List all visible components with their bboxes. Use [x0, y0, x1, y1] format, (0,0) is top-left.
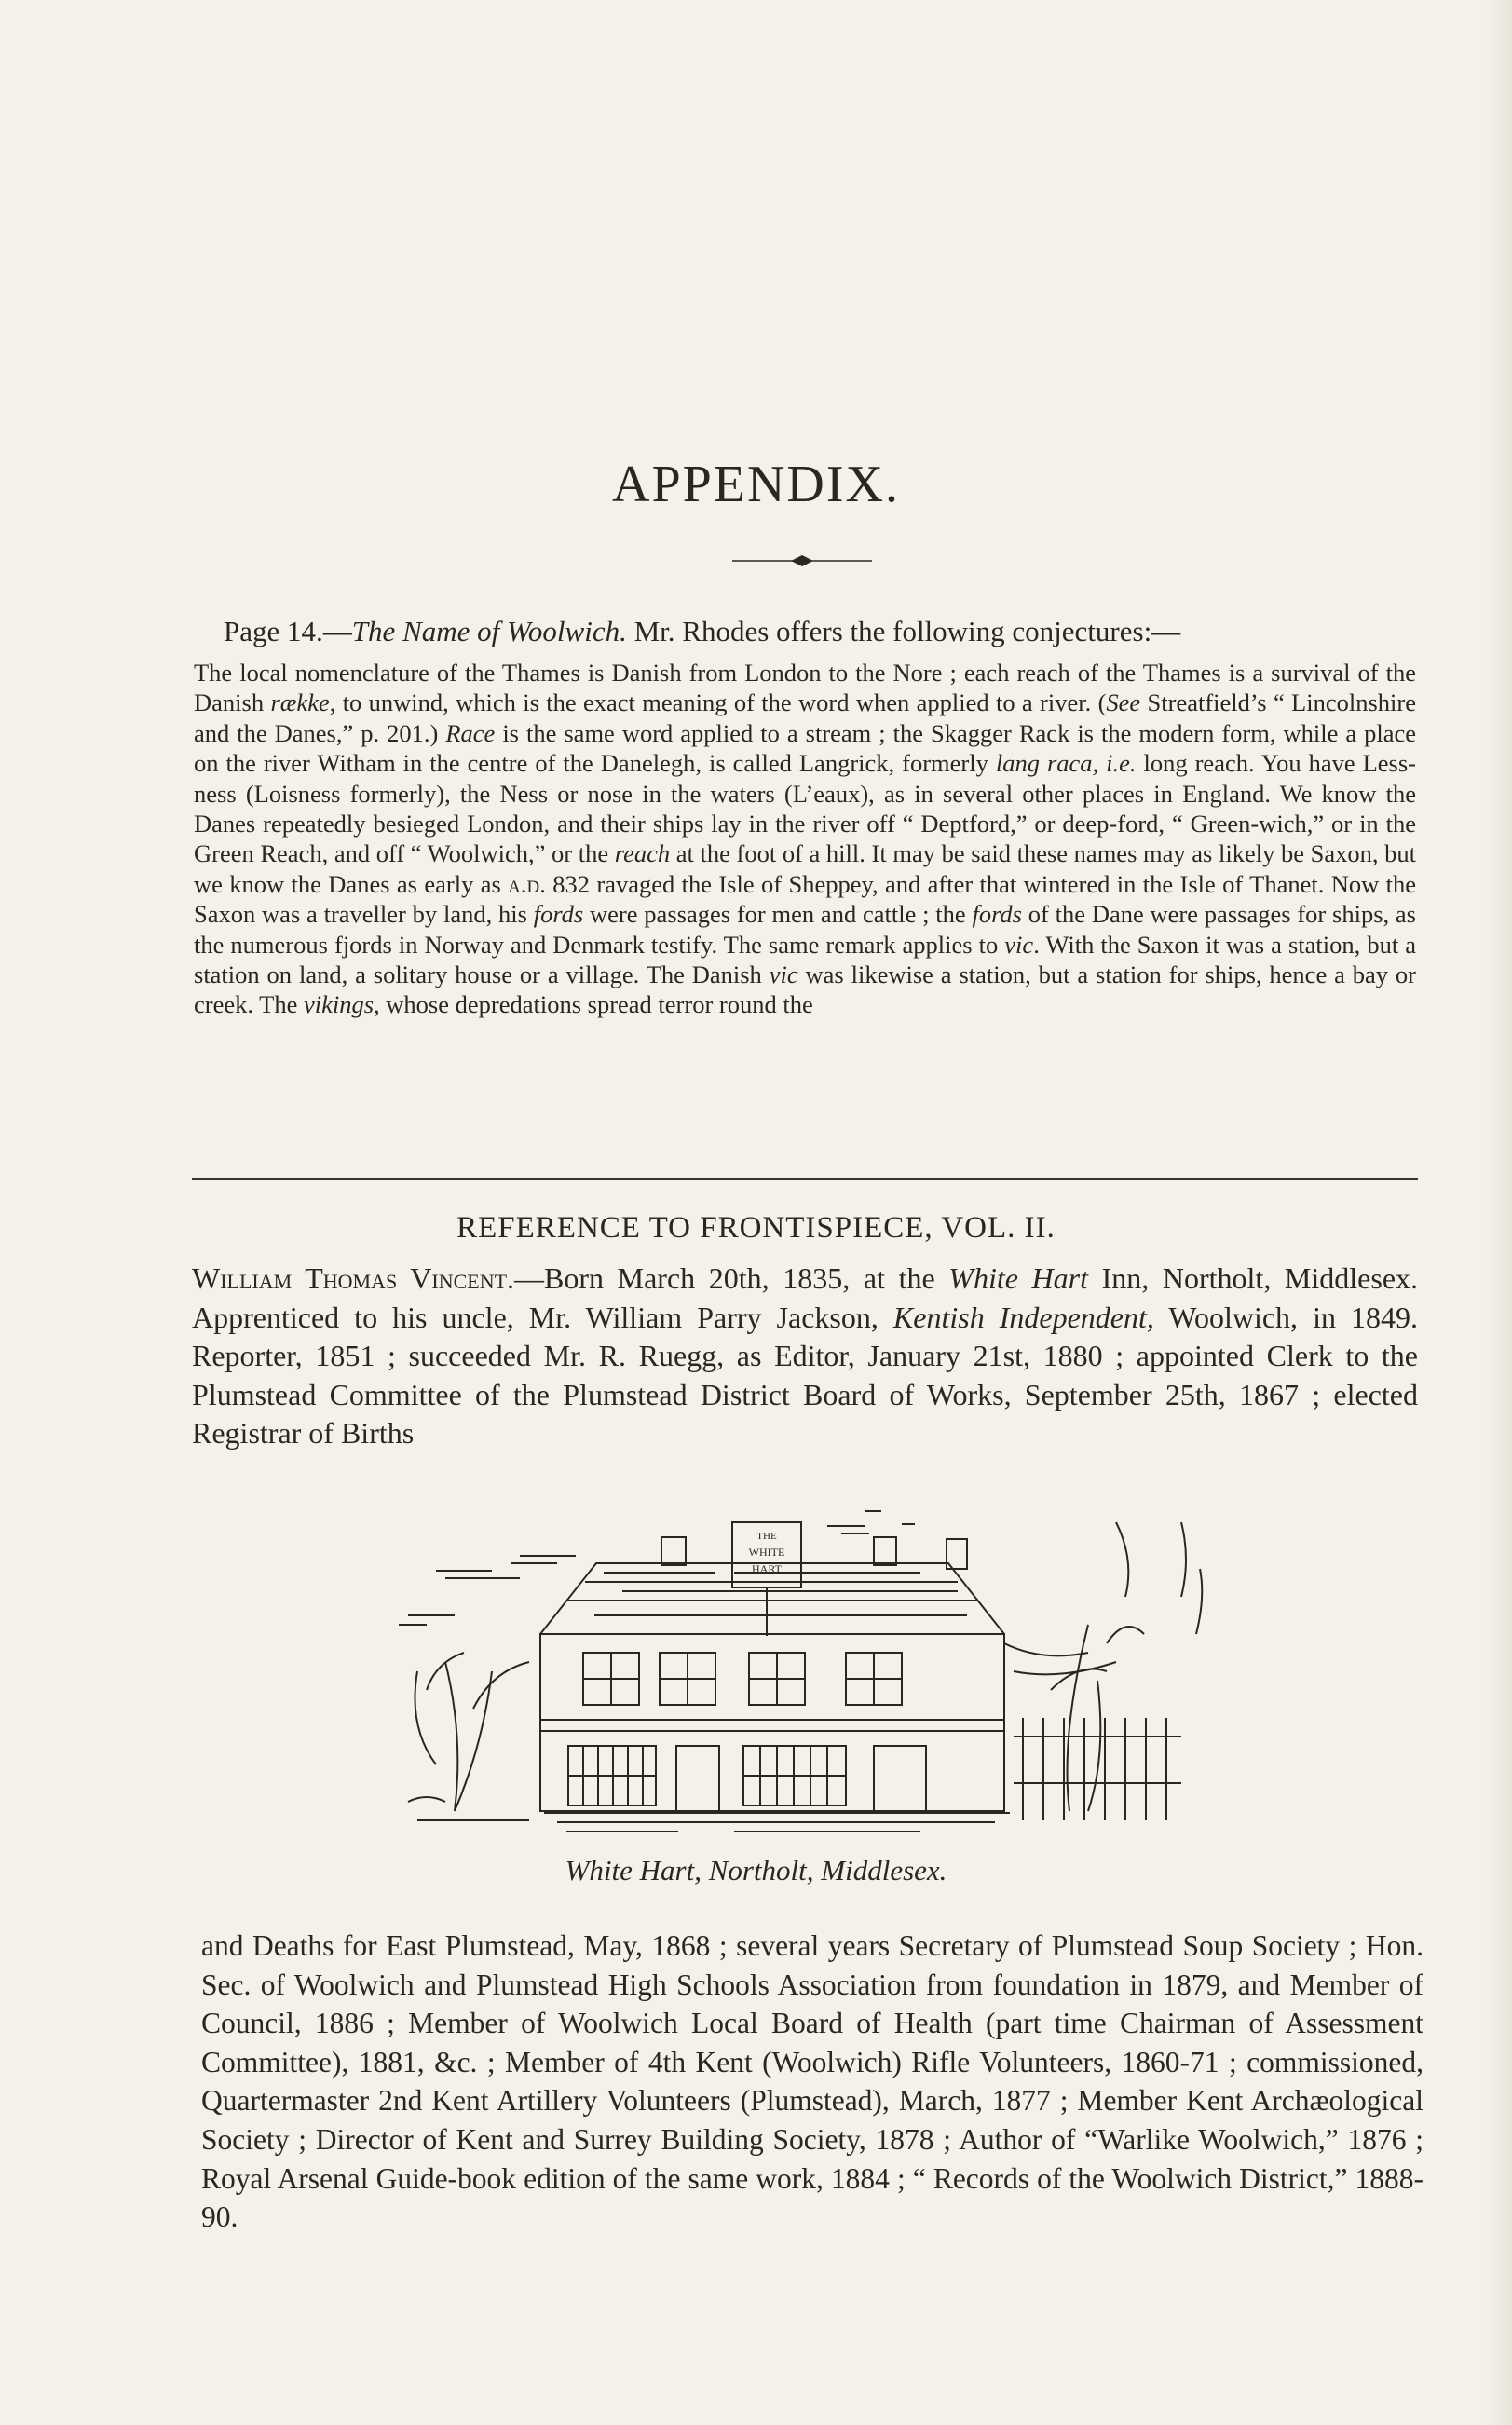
sign-text-line2: WHITE	[748, 1546, 785, 1559]
page-reference: Page 14.—	[224, 615, 352, 647]
appendix-paragraph	[194, 658, 1416, 1020]
sign-text-line1: THE	[756, 1531, 777, 1542]
text-run: 832 ravaged the Isle of Sheppey, and after that wintered in the Isle of Thanet. Now the Saxon was a traveller by land, his	[194, 869, 1416, 929]
sign-text-line3: HART	[752, 1562, 782, 1575]
white-hart-inn-illustration	[380, 1485, 1226, 1839]
text-run: Inn, Northolt, Middlesex. Apprenticed to his uncle, Mr. William Parry Jackson,	[192, 1261, 1419, 1334]
text-run: long reach. You have Less-ness (Loisness formerly), the Ness or nose in the waters (L’eaux), as in several other places in England. We know the Danes repeatedly besieged London, and their ships lay in the river off “ Deptford,” or deep-ford, “ Green-wich,” or in the Green Reach, and off “ Woolwich,” or the	[194, 749, 1416, 868]
intro-text: Mr. Rhodes offers the following conjectures:—	[626, 615, 1181, 647]
text-run: Woolwich, in 1849. Reporter, 1851 ; succeeded Mr. R. Ruegg, as Editor, January 21st, 1880 ; appointed Clerk to the Plumstead Committee of the Plumstead District Board of Works, September 25th, 1867 ; elected Registrar of Births	[192, 1300, 1419, 1450]
text-run: of the Dane were passages for ships, as the numerous fjords in Norway and Denmark testify. The same remark applies to	[194, 900, 1416, 959]
text-run: Streatfield’s “ Lincolnshire and the Danes,” p. 201.)	[194, 688, 1416, 747]
italic-run: See	[1106, 688, 1141, 717]
text-run: were passages for men and cattle ; the	[583, 900, 973, 929]
text-run: , to unwind, which is the exact meaning of the word when applied to a river. (	[329, 688, 1107, 717]
italic-run: Race	[445, 718, 496, 747]
text-run: —Born March 20th, 1835, at the	[514, 1261, 949, 1295]
frontispiece-paragraph-bottom: and Deaths for East Plumstead, May, 1868 ; several years Secretary of Plumstead Soup Society ; Hon. Sec. of Woolwich and Plumstead High Schools Association from foundation in 1879, and Member of Council, 1886 ; Member of Woolwich Local Board of Health (part time Chairman of Assessment Committee), 1881, &c. ; Member of 4th Kent (Woolwich) Rifle Volunteers, 1860-71 ; commissioned, Quartermaster 2nd Kent Artillery Volunteers (Plumstead), March, 1877 ; Member Kent Archæological Society ; Director of Kent and Surrey Building Society, 1878 ; Author of “Warlike Woolwich,” 1876 ; Royal Arsenal Guide-book edition of the same work, 1884 ; “ Records of the Woolwich District,” 1888-90.	[201, 1929, 1423, 2234]
text-run: was likewise a station, but a station for ships, hence a bay or creek. The	[194, 960, 1416, 1019]
illustration-caption: White Hart, Northolt, Middlesex.	[565, 1854, 947, 1887]
frontispiece-paragraph-top	[192, 1260, 1418, 1453]
section-title: The Name of Woolwich.	[351, 615, 627, 647]
ornament-divider-icon	[732, 553, 872, 568]
small-caps-run: William Thomas Vincent.	[192, 1261, 515, 1295]
text-run: The local nomenclature of the Thames is Danish from London to the Nore ; each reach of the Thames is a survival of the Danish	[194, 659, 1416, 717]
frontispiece-heading: REFERENCE TO FRONTISPIECE, VOL. II.	[456, 1211, 1056, 1245]
italic-run: lang raca, i.e.	[995, 749, 1137, 778]
italic-run: række	[270, 688, 330, 717]
italic-run: fords	[533, 900, 584, 929]
italic-run: Kentish Independent,	[892, 1300, 1154, 1334]
italic-run: White Hart	[948, 1261, 1088, 1295]
italic-run: vic	[1004, 930, 1034, 959]
italic-run: reach	[614, 839, 671, 868]
small-caps-run: a.d.	[508, 869, 546, 898]
appendix-intro	[224, 615, 1463, 648]
text-run: , whose depredations spread terror round the	[374, 990, 813, 1019]
horizontal-rule	[192, 1178, 1418, 1180]
italic-run: fords	[972, 900, 1022, 929]
italic-run: vic	[769, 960, 798, 989]
appendix-heading: APPENDIX.	[612, 456, 900, 513]
italic-run: vikings	[303, 990, 375, 1019]
text-run: . With the Saxon it was a station, but a station on land, a solitary house or a village. The Danish	[194, 930, 1416, 989]
text-run: is the same word applied to a stream ; the Skagger Rack is the modern form, while a place on the river Witham in the centre of the Danelegh, is called Langrick, formerly	[194, 718, 1417, 778]
text-run: at the foot of a hill. It may be said these names may as likely be Saxon, but we know the Danes as early as	[194, 839, 1416, 898]
